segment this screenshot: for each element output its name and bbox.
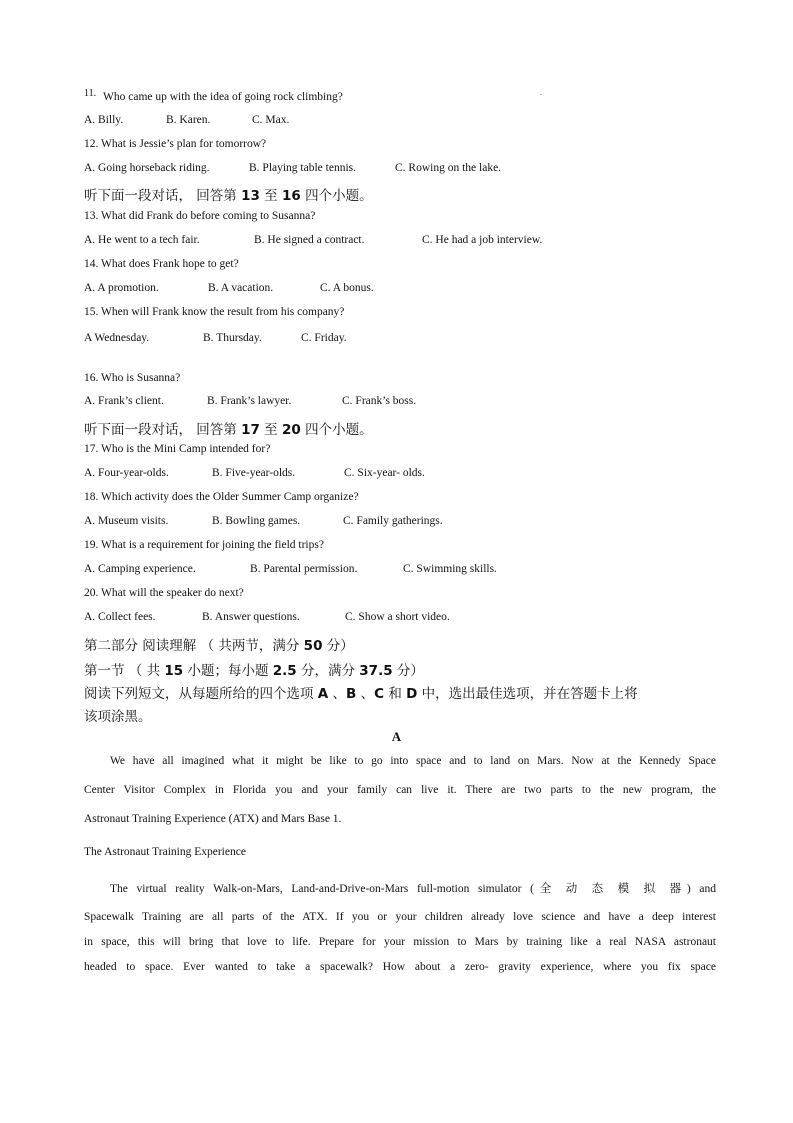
question-16: 16. Who is Susanna? bbox=[84, 372, 181, 384]
question-17-options bbox=[84, 466, 425, 480]
question-17: 17. Who is the Mini Camp intended for? bbox=[84, 443, 271, 455]
instruction-text: 中，选出最佳选项，并在答题卡上将 bbox=[417, 686, 638, 702]
option-c: C. Rowing on the lake. bbox=[395, 162, 502, 174]
option-b: B. A vacation. bbox=[208, 282, 274, 294]
paragraph-line: in space, this will bring that love to life. Prepare for your mission to Mars by training like a real NASA astronaut bbox=[84, 936, 716, 948]
option-a: A. Collect fees. bbox=[84, 611, 156, 623]
question-11-options bbox=[84, 113, 289, 127]
question-19-options bbox=[84, 562, 497, 576]
range-end: 16 bbox=[281, 188, 301, 204]
option-b: B. Playing table tennis. bbox=[249, 162, 357, 174]
passage-subheading: The Astronaut Training Experience bbox=[84, 846, 246, 858]
header-text: 听下面一段对话， 回答第 bbox=[84, 422, 242, 438]
header-text: 听下面一段对话， 回答第 bbox=[84, 188, 242, 204]
paragraph-line: Astronaut Training Experience (ATX) and Mars Base 1. bbox=[84, 813, 342, 825]
header-text: 至 bbox=[259, 422, 282, 438]
passage-paragraph-1 bbox=[84, 747, 716, 834]
question-15-options bbox=[84, 331, 347, 345]
option-b: B. Frank’s lawyer. bbox=[207, 395, 292, 407]
option-a: A. Camping experience. bbox=[84, 563, 196, 575]
question-16-options bbox=[84, 394, 416, 408]
option-b: B. Bowling games. bbox=[212, 515, 301, 527]
option-letter: D bbox=[406, 686, 418, 702]
option-a: A Wednesday. bbox=[84, 332, 150, 344]
question-18: 18. Which activity does the Older Summer Camp organize? bbox=[84, 491, 359, 503]
option-a: A. He went to a tech fair. bbox=[84, 234, 200, 246]
option-b: B. Thursday. bbox=[203, 332, 262, 344]
header-text: 分） bbox=[392, 663, 424, 679]
section-header-17-20 bbox=[84, 421, 373, 439]
option-c: C. He had a job interview. bbox=[422, 234, 543, 246]
option-c: C. Six-year- olds. bbox=[344, 467, 425, 479]
header-text: 第二部分 阅读理解 （ 共两节，满分 bbox=[84, 638, 304, 654]
option-b: B. Five-year-olds. bbox=[212, 467, 296, 479]
header-text: 至 bbox=[259, 188, 282, 204]
paragraph-line: Center Visitor Complex in Florida you and your family can live it. There are two parts to the new program, the bbox=[84, 784, 716, 796]
points-total: 37.5 bbox=[359, 663, 393, 679]
header-text: 小题；每小题 bbox=[183, 663, 273, 679]
question-15: 15. When will Frank know the result from his company? bbox=[84, 306, 345, 318]
instructions-line-1 bbox=[84, 685, 638, 703]
question-13: 13. What did Frank do before coming to Susanna? bbox=[84, 210, 316, 222]
option-c: C. Family gatherings. bbox=[343, 515, 443, 527]
range-end: 20 bbox=[281, 422, 301, 438]
part-2-header bbox=[84, 637, 354, 655]
option-b: B. He signed a contract. bbox=[254, 234, 365, 246]
paragraph-line: We have all imagined what it might be like to go into space and to land on Mars. Now at the Kennedy Space bbox=[110, 755, 716, 767]
total-score: 50 bbox=[303, 638, 323, 654]
question-11-number: 11. bbox=[84, 88, 97, 99]
option-a: A. Frank’s client. bbox=[84, 395, 164, 407]
header-text: 第一节 （ 共 bbox=[84, 663, 165, 679]
option-b: B. Answer questions. bbox=[202, 611, 300, 623]
option-c: C. Frank’s boss. bbox=[342, 395, 417, 407]
question-11-text: Who came up with the idea of going rock climbing? bbox=[103, 91, 343, 103]
question-12: 12. What is Jessie’s plan for tomorrow? bbox=[84, 138, 267, 150]
option-c: C. Swimming skills. bbox=[403, 563, 497, 575]
header-text: 四个小题。 bbox=[300, 422, 373, 438]
option-c: C. Friday. bbox=[301, 332, 347, 344]
option-a: A. Museum visits. bbox=[84, 515, 169, 527]
paragraph-line: The virtual reality Walk-on-Mars, Land-and-Drive-on-Mars full-motion simulator (全 动 态 模 拟 器) and bbox=[110, 883, 716, 895]
question-11 bbox=[84, 90, 343, 105]
option-a: A. A promotion. bbox=[84, 282, 159, 294]
passage-title: A bbox=[391, 729, 402, 744]
option-b: B. Karen. bbox=[166, 114, 211, 126]
passage-paragraph-2 bbox=[84, 873, 716, 980]
question-13-options bbox=[84, 233, 542, 247]
option-c: C. Show a short video. bbox=[345, 611, 450, 623]
option-a: A. Going horseback riding. bbox=[84, 162, 210, 174]
question-18-options bbox=[84, 514, 443, 528]
header-text: 四个小题。 bbox=[300, 188, 373, 204]
option-a: A. Billy. bbox=[84, 114, 124, 126]
instruction-text: 阅读下列短文，从每题所给的四个选项 bbox=[84, 686, 318, 702]
points-each: 2.5 bbox=[272, 663, 297, 679]
option-c: C. Max. bbox=[252, 114, 290, 126]
instruction-text: 、 bbox=[328, 686, 347, 702]
range-start: 13 bbox=[241, 188, 260, 204]
section-1-header bbox=[84, 662, 424, 680]
section-header-13-16 bbox=[84, 187, 373, 205]
question-12-options bbox=[84, 161, 501, 175]
question-count: 15 bbox=[164, 663, 184, 679]
question-19: 19. What is a requirement for joining the field trips? bbox=[84, 539, 324, 551]
instruction-text: 、 bbox=[356, 686, 375, 702]
question-14: 14. What does Frank hope to get? bbox=[84, 258, 239, 270]
header-text: 分） bbox=[322, 638, 354, 654]
option-letter: C bbox=[374, 686, 385, 702]
instructions-line-2: 该项涂黑。 bbox=[84, 709, 152, 725]
option-letter: A bbox=[317, 686, 329, 702]
paragraph-line: Spacewalk Training are all parts of the ATX. If you or your children already love science and have a deep interest bbox=[84, 911, 716, 923]
instruction-text: 和 bbox=[384, 686, 407, 702]
option-b: B. Parental permission. bbox=[250, 563, 358, 575]
option-c: C. A bonus. bbox=[320, 282, 374, 294]
question-20-options bbox=[84, 610, 450, 624]
option-letter: B bbox=[346, 686, 357, 702]
question-14-options bbox=[84, 281, 374, 295]
range-start: 17 bbox=[241, 422, 260, 438]
stray-mark: . bbox=[540, 88, 542, 97]
paragraph-line: headed to space. Ever wanted to take a spacewalk? How about a zero- gravity experience, where you fix space bbox=[84, 961, 716, 973]
header-text: 分，满分 bbox=[296, 663, 360, 679]
question-20: 20. What will the speaker do next? bbox=[84, 587, 244, 599]
option-a: A. Four-year-olds. bbox=[84, 467, 169, 479]
